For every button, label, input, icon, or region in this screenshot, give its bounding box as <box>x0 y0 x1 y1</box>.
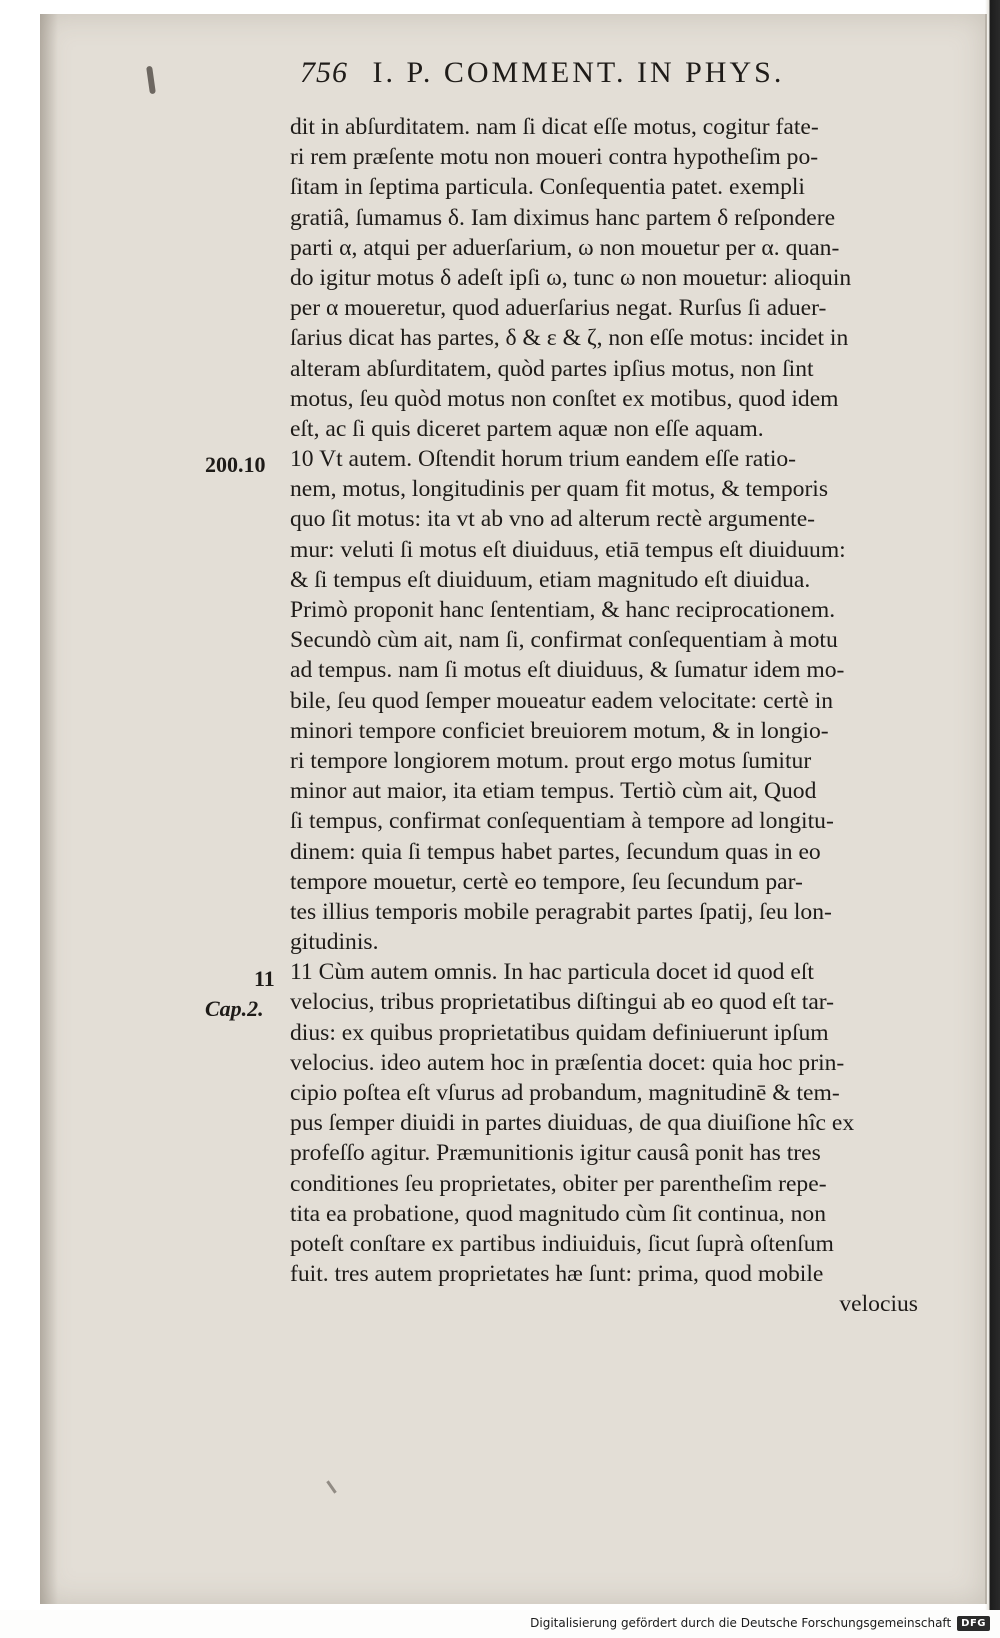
text-line: conditiones ſeu proprietates, obiter per parentheſim repe- <box>290 1170 827 1197</box>
text-line: Primò proponit hanc ſententiam, & hanc reciprocationem. <box>290 597 836 623</box>
page-number: 756 <box>300 56 348 89</box>
text-line: poteſt conſtare ex partibus indiuiduis, ſicut ſuprà oſtenſum <box>290 1230 834 1257</box>
text-line: cipio poſtea eſt vſurus ad probandum, magnitudinē & tem- <box>290 1080 840 1106</box>
gutter-shadow <box>40 14 58 1604</box>
text-line: gratiâ, ſumamus δ. Iam diximus hanc partem δ reſpondere <box>290 204 836 231</box>
text-line: dius: ex quibus proprietatibus quidam definiuerunt ipſum <box>290 1019 829 1046</box>
text-line: ſitam in ſeptima particula. Conſequentia patet. exempli <box>290 174 805 201</box>
text-line: pus ſemper diuidi in partes diuiduas, de qua diuiſione hîc ex <box>290 1110 855 1137</box>
margin-reference-200-10: 200.10 <box>205 452 266 477</box>
text-line: 10 Vt autem. Oſtendit horum trium eandem eſſe ratio- <box>290 446 797 473</box>
margin-reference-11: 11 <box>254 966 275 991</box>
text-line: per α moueretur, quod aduerſarius negat. Rurſus ſi aduer- <box>290 295 827 322</box>
text-line: dit in abſurditatem. nam ſi dicat eſſe motus, cogitur fate- <box>290 114 819 140</box>
running-head <box>300 56 920 106</box>
text-line: ſarius dicat has partes, δ & ε & ζ, non eſſe motus: incidet in <box>290 325 849 352</box>
text-line: eſt, ac ſi quis diceret partem aquæ non eſſe aquam. <box>290 415 764 442</box>
text-line: quo ſit motus: ita vt ab vno ad alterum rectè argumente- <box>290 506 816 533</box>
text-line: ſi tempus, confirmat conſequentiam à tempore ad longitu- <box>290 808 834 835</box>
text-line: nem, motus, longitudinis per quam fit motus, & temporis <box>290 476 829 503</box>
text-line: gitudinis. <box>290 929 379 956</box>
text-line: minori tempore conficiet breuiorem motum, & in longio- <box>290 717 829 744</box>
text-line: bile, ſeu quod ſemper moueatur eadem velocitate: certè in <box>290 687 834 714</box>
text-line: Secundò cùm ait, nam ſi, confirmat conſequentiam à motu <box>290 627 838 654</box>
text-line: mur: veluti ſi motus eſt diuiduus, etiā tempus eſt diuiduum: <box>290 536 846 563</box>
running-head-title: I. P. COMMENT. IN PHYS. <box>372 56 785 89</box>
text-line: parti α, atqui per aduerſarium, ω non mouetur per α. quan- <box>290 234 840 261</box>
body-text <box>290 112 930 1320</box>
text-line: tita ea probatione, quod magnitudo cùm ſit continua, non <box>290 1200 826 1227</box>
text-line: ad tempus. nam ſi motus eſt diuiduus, & ſumatur idem mo- <box>290 657 845 684</box>
text-line: do igitur motus δ adeſt ipſi ω, tunc ω non mouetur: alioquin <box>290 264 852 291</box>
text-line: fuit. tres autem proprietates hæ ſunt: prima, quod mobile <box>290 1261 824 1288</box>
text-line: minor aut maior, ita etiam tempus. Tertiò cùm ait, Quod <box>290 778 817 805</box>
footer <box>530 1612 990 1634</box>
text-line: alteram abſurditatem, quòd partes ipſius motus, non ſint <box>290 355 814 382</box>
text-line: profeſſo agitur. Præmunitionis igitur causâ ponit has tres <box>290 1140 821 1167</box>
text-line: & ſi tempus eſt diuiduum, etiam magnitudo eſt diuidua. <box>290 566 811 593</box>
text-line: dinem: quia ſi tempus habet partes, ſecundum quas in eo <box>290 838 821 865</box>
text-line: ri rem præſente motu non moueri contra hypotheſim po- <box>290 144 819 171</box>
text-line: tes illius temporis mobile peragrabit partes ſpatij, ſeu lon- <box>290 898 832 925</box>
funding-credit: Digitalisierung gefördert durch die Deutsche Forschungsgemeinschaft <box>530 1616 952 1630</box>
text-line: motus, ſeu quòd motus non conſtet ex motibus, quod idem <box>290 385 839 412</box>
margin-chapter-note: Cap.2. <box>205 996 264 1021</box>
text-line: tempore mouetur, certè eo tempore, ſeu ſecundum par- <box>290 868 803 895</box>
text-line: ri tempore longiorem motum. prout ergo motus ſumitur <box>290 747 812 774</box>
text-line: 11 Cùm autem omnis. In hac particula docet id quod eſt <box>290 959 814 986</box>
catchword: velocius <box>839 1291 918 1318</box>
text-line: velocius. ideo autem hoc in præſentia docet: quia hoc prin- <box>290 1049 845 1076</box>
text-line: velocius, tribus proprietatibus diſtingui ab eo quod eſt tar- <box>290 989 835 1016</box>
page-edge <box>985 0 1000 1610</box>
dfg-logo-icon: DFG <box>957 1616 990 1631</box>
